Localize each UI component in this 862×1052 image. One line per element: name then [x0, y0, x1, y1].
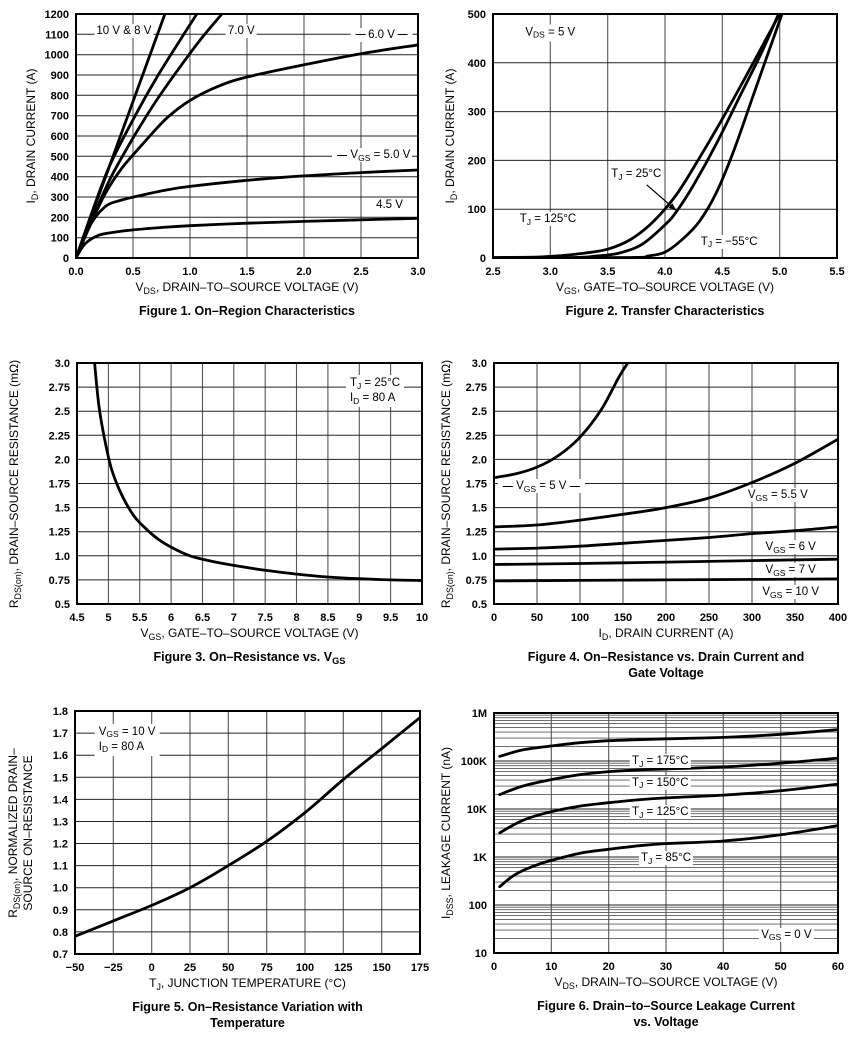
subscript: J [639, 809, 644, 820]
curve-label: $V_{GS} = 5.0$ V [332, 148, 412, 162]
y-tick-label: 10 [474, 948, 487, 960]
y-tick-label: 1.5 [54, 502, 70, 515]
x-tick-label: 5 [105, 612, 112, 624]
figure-caption [566, 303, 765, 319]
x-tick-label: 50 [222, 962, 235, 974]
subscript: DSS [444, 897, 455, 916]
y-tick-label: 200 [467, 155, 486, 168]
x-tick-label: 30 [659, 961, 673, 973]
leader-dash [398, 34, 408, 35]
y-tick-label: 600 [50, 131, 69, 143]
subscript: DS(on) [11, 880, 22, 909]
y-axis-title-line: $R_{DS(on)}$, DRAIN–SOURCE RESISTANCE (mΩ) [438, 359, 455, 608]
x-tick-label: 0 [148, 962, 155, 974]
condition-line: $I_D = 80$ A [98, 740, 145, 755]
x-tick-label: 100 [570, 612, 590, 624]
x-tick-label: 0.5 [125, 266, 141, 278]
subscript: GS [755, 492, 768, 503]
subscript: D [601, 631, 609, 642]
figure-caption-line: Figure 5. On–Resistance Variation with [132, 1000, 363, 1014]
figure-caption [537, 998, 795, 1030]
x-tick-label: 2.5 [353, 266, 369, 278]
figure-caption-line: Figure 4. On–Resistance vs. Drain Current and [527, 650, 805, 664]
x-tick-label: 8.5 [320, 612, 336, 624]
curve-label: $T_J = 85^\circ C$ [640, 852, 692, 866]
y-tick-label: 100 [50, 232, 69, 245]
figure-6-panel [431, 690, 862, 1052]
curve-label: 7.0 V [227, 24, 255, 37]
curve-label: 10 V & 8 V [96, 24, 152, 37]
subscript: D [448, 193, 459, 201]
y-tick-label: 1M [471, 708, 487, 720]
x-tick-label: 350 [785, 612, 805, 624]
curve-label: $V_{GS} = 10$ V [762, 586, 820, 600]
curve-vgs-10-v [494, 579, 838, 581]
y-tick-label: 1.1 [52, 860, 68, 873]
x-axis-title: $V_{DS}$, DRAIN–TO–SOURCE VOLTAGE (V) [554, 975, 778, 991]
subscript: GS [148, 631, 162, 642]
y-tick-label: 300 [467, 106, 486, 119]
x-tick-label: 0 [490, 612, 498, 624]
curve-label: $T_J = 175^\circ C$ [632, 755, 689, 769]
y-tick-label: 1.0 [54, 550, 70, 563]
y-axis-title-line: $I_D$, DRAIN CURRENT (A) [442, 68, 459, 204]
x-tick-label: 4.5 [714, 266, 730, 278]
x-tick-label: 10 [415, 612, 429, 624]
x-tick-label: 3.5 [600, 266, 616, 278]
x-axis-title: $V_{DS}$, DRAIN–TO–SOURCE VOLTAGE (V) [135, 280, 359, 296]
x-tick-label: 175 [410, 962, 430, 974]
x-tick-label: 2.5 [485, 266, 501, 278]
condition-line: $T_J = 25^\circ C$ [349, 377, 401, 391]
y-tick-label: 1.7 [52, 728, 68, 741]
x-tick-label: 7 [230, 612, 237, 624]
x-tick-label: 1.5 [239, 266, 255, 278]
y-tick-label: 1.8 [52, 706, 68, 718]
curve-label: $T_J = -55^\circ C$ [700, 235, 758, 250]
x-axis-title: $T_J$, JUNCTION TEMPERATURE (°C) [149, 976, 346, 992]
condition-line: $V_{GS} = 10$ V [98, 725, 156, 740]
y-tick-label: 1.25 [465, 526, 487, 539]
y-tick-label: 3.0 [54, 358, 70, 370]
y-tick-label: 0.7 [52, 949, 68, 961]
curve-label: $V_{GS} = 5$ V [498, 479, 584, 493]
x-tick-label: 6 [168, 612, 175, 624]
y-tick-label: 0.75 [48, 574, 70, 587]
subscript: J [356, 380, 362, 391]
curve-label: $T_J = 125^\circ C$ [632, 806, 689, 820]
subscript: J [639, 780, 644, 791]
curve-label: $T_J = 150^\circ C$ [632, 776, 689, 791]
condition-annotation [521, 24, 579, 41]
x-tick-label: −50 [65, 962, 85, 974]
y-axis-title-line: $R_{DS(on)}$, NORMALIZED DRAIN– [6, 747, 22, 918]
y-tick-label: 300 [50, 192, 69, 204]
x-tick-label: 6.5 [194, 612, 211, 624]
y-tick-label: 1100 [45, 29, 69, 42]
x-tick-label: 10 [545, 961, 558, 973]
figure-5-panel [0, 690, 431, 1052]
x-tick-label: 9.5 [382, 612, 399, 624]
leader-dash [569, 486, 579, 487]
y-tick-label: 800 [50, 90, 69, 103]
subscript: J [639, 758, 644, 769]
x-axis-title: $I_D$, DRAIN CURRENT (A) [598, 626, 734, 642]
y-tick-label: 2.5 [471, 406, 487, 419]
x-axis-title: $V_{GS}$, GATE–TO–SOURCE VOLTAGE (V) [556, 280, 774, 296]
x-tick-label: 125 [334, 962, 353, 974]
y-tick-label: 2.5 [54, 406, 70, 419]
y-tick-label: 2.0 [471, 454, 487, 467]
y-tick-label: 2.25 [465, 430, 487, 443]
y-tick-label: 100 [468, 900, 487, 912]
x-tick-label: 2.0 [296, 266, 312, 278]
curve-label: $V_{GS} = 5.5$ V [747, 489, 808, 503]
y-axis-title [440, 747, 455, 919]
y-tick-label: 0.5 [471, 599, 487, 611]
x-tick-label: 150 [613, 612, 633, 624]
x-tick-label: 5.5 [132, 612, 148, 624]
x-tick-label: 8 [293, 612, 300, 624]
y-tick-label: 500 [50, 151, 69, 164]
x-tick-label: 0.0 [68, 266, 84, 278]
x-tick-label: 4.5 [69, 612, 85, 624]
figure-caption-line: Temperature [210, 1016, 285, 1030]
curve-label: $V_{GS} = 0$ V [761, 928, 812, 943]
x-tick-label: 75 [260, 962, 273, 974]
y-tick-label: 500 [467, 9, 486, 21]
x-tick-label: 50 [774, 961, 787, 973]
subscript: J [618, 171, 623, 182]
y-tick-label: 1.3 [52, 816, 68, 829]
x-tick-label: 4.0 [657, 266, 673, 278]
figure-5-chart [0, 690, 431, 1052]
figure-caption-line: vs. Voltage [633, 1015, 699, 1029]
x-tick-label: 40 [717, 961, 730, 973]
figure-caption-line: Gate Voltage [628, 666, 704, 680]
y-axis-title [7, 748, 35, 917]
subscript: GS [358, 152, 371, 163]
x-tick-label: 3.0 [410, 266, 426, 278]
subscript: GS [773, 544, 786, 555]
figure-1-panel [0, 0, 431, 330]
x-tick-label: 9 [356, 612, 363, 624]
subscript: J [647, 855, 653, 866]
figure-caption-line: Figure 1. On–Region Characteristics [138, 304, 356, 318]
subscript: J [707, 239, 713, 250]
y-axis-title-line: $R_{DS(on)}$, DRAIN–SOURCE RESISTANCE (mΩ) [6, 359, 23, 608]
y-axis-title [8, 359, 23, 607]
x-tick-label: 25 [183, 962, 197, 974]
condition-annotation [95, 724, 160, 756]
y-axis-title-line: SOURCE ON–RESISTANCE [20, 754, 35, 911]
y-tick-label: 1.0 [471, 550, 487, 563]
y-tick-label: 2.25 [48, 430, 70, 443]
y-tick-label: 2.0 [54, 454, 70, 467]
y-tick-label: 1.2 [52, 838, 68, 851]
y-tick-label: 1.4 [52, 794, 68, 807]
y-tick-label: 1.25 [48, 526, 70, 539]
x-tick-label: 5.0 [772, 266, 788, 278]
y-tick-label: 0 [62, 253, 69, 265]
y-axis-title [440, 359, 455, 607]
y-tick-label: 0.9 [52, 904, 68, 917]
figure-4-panel [431, 330, 862, 690]
y-tick-label: 700 [50, 110, 69, 123]
y-axis-title-line: $I_D$, DRAIN CURRENT (A) [23, 68, 40, 204]
x-tick-label: 400 [828, 612, 848, 624]
subscript: GS [332, 655, 346, 666]
subscript: GS [523, 483, 537, 494]
x-tick-label: 3.0 [542, 266, 558, 278]
figure-caption-line: Figure 6. Drain–to–Source Leakage Current [537, 999, 795, 1013]
subscript: GS [770, 589, 783, 600]
x-tick-label: 5.5 [829, 266, 845, 278]
figure-caption [528, 649, 804, 681]
leader-dash [355, 34, 365, 35]
x-tick-label: 50 [530, 612, 544, 624]
y-tick-label: 3.0 [471, 358, 487, 370]
x-tick-label: −25 [103, 962, 123, 974]
curve-label: $T_J = 25^\circ C$ [611, 168, 662, 182]
curve-label: 6.0 V [350, 28, 413, 42]
leader-dash [337, 155, 347, 156]
figure-3-panel [0, 330, 431, 690]
figure-caption-line: Figure 3. On–Resistance vs. $V_{GS}$ [153, 650, 346, 666]
y-tick-label: 1200 [44, 9, 69, 21]
y-tick-label: 0 [479, 253, 486, 265]
figure-caption [132, 999, 363, 1031]
y-tick-label: 1.75 [48, 478, 70, 491]
curve-tj-175-c [500, 730, 838, 757]
y-tick-label: 2.75 [465, 382, 487, 395]
figure-caption-line: Figure 2. Transfer Characteristics [565, 304, 765, 318]
y-tick-label: 1.0 [52, 882, 68, 895]
subscript: D [353, 395, 360, 406]
y-tick-label: 1.5 [52, 772, 68, 785]
y-tick-label: 200 [50, 212, 69, 225]
subscript: D [29, 193, 40, 201]
curve-label: $T_J = 125^\circ C$ [519, 213, 577, 227]
x-tick-label: 1.0 [182, 266, 198, 278]
subscript: J [526, 216, 532, 227]
subscript: DS [562, 980, 575, 991]
figure-2-panel [431, 0, 862, 330]
subscript: GS [564, 285, 577, 296]
y-tick-label: 10K [466, 804, 487, 816]
subscript: DS(on) [444, 570, 455, 599]
x-axis-title: $V_{GS}$, GATE–TO–SOURCE VOLTAGE (V) [140, 626, 359, 642]
x-tick-label: 60 [831, 961, 845, 973]
x-tick-label: 200 [656, 612, 676, 624]
x-tick-label: 20 [602, 961, 615, 973]
condition-line: $V_{DS} = 5$ V [525, 26, 576, 40]
y-tick-label: 1.6 [52, 750, 68, 763]
subscript: GS [773, 567, 786, 578]
y-tick-label: 0.75 [465, 574, 487, 587]
y-tick-label: 1.5 [471, 502, 487, 515]
y-tick-label: 400 [467, 57, 486, 70]
y-tick-label: 100 [467, 204, 486, 217]
y-tick-label: 1000 [44, 49, 69, 62]
x-tick-label: 150 [372, 962, 391, 974]
curve-label: $V_{GS} = 7$ V [765, 564, 816, 578]
subscript: D [101, 744, 109, 755]
y-tick-label: 100K [460, 756, 487, 768]
figure-caption [154, 649, 346, 666]
condition-annotation [346, 375, 404, 407]
figure-caption [139, 303, 355, 319]
pointer-arrow-line [647, 185, 674, 208]
curve-vgs-5-v [494, 361, 629, 478]
subscript: DS [143, 285, 156, 296]
subscript: DS [533, 29, 545, 40]
y-tick-label: 1.75 [465, 478, 487, 491]
leader-dash [503, 486, 513, 487]
x-tick-label: 300 [742, 612, 762, 624]
curve-label: 4.5 V [376, 198, 403, 211]
y-tick-label: 400 [50, 171, 69, 184]
y-tick-label: 900 [50, 70, 69, 82]
y-tick-label: 2.75 [48, 382, 70, 395]
y-tick-label: 0.8 [52, 926, 68, 939]
subscript: J [156, 981, 161, 992]
y-tick-label: 0.5 [54, 599, 70, 611]
y-axis-title [444, 69, 459, 204]
y-tick-label: 1K [472, 852, 487, 864]
y-axis-title [25, 69, 40, 204]
x-tick-label: 7.5 [257, 612, 273, 624]
x-tick-label: 100 [295, 962, 315, 974]
subscript: DS(on) [12, 570, 23, 599]
curve-label: $V_{GS} = 6$ V [765, 541, 816, 555]
y-axis-title-line: $I_{DSS}$, LEAKAGE CURRENT (nA) [438, 746, 455, 920]
subscript: GS [768, 932, 782, 943]
x-tick-label: 250 [699, 612, 719, 624]
x-tick-label: 0 [490, 961, 498, 973]
condition-line: $I_D = 80$ A [349, 392, 396, 406]
subscript: GS [106, 729, 119, 740]
